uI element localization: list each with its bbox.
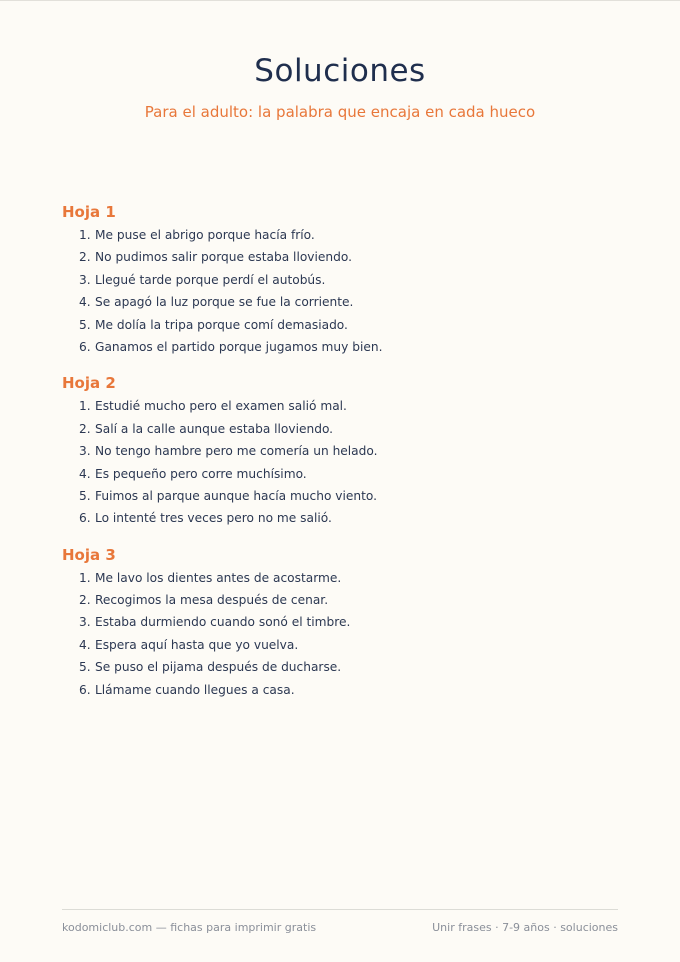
list-item <box>62 246 622 268</box>
section-hoja-2 <box>62 372 622 529</box>
list-item <box>62 336 622 358</box>
section-title: Hoja 2 <box>62 374 116 393</box>
section-hoja-1 <box>62 201 622 358</box>
list-item <box>62 418 622 440</box>
item-number: 5. <box>79 317 91 332</box>
item-text: Espera aquí hasta que yo vuelva. <box>95 637 299 652</box>
list-item <box>62 224 622 246</box>
list-item <box>62 395 622 417</box>
list-item <box>62 440 622 462</box>
item-text: Llegué tarde porque perdí el autobús. <box>95 272 326 287</box>
item-number: 2. <box>79 421 91 436</box>
item-text: Fuimos al parque aunque hacía mucho viento. <box>95 488 378 503</box>
page-title: Soluciones <box>254 53 426 89</box>
item-number: 3. <box>79 444 91 459</box>
item-text: Se apagó la luz porque se fue la corriente. <box>95 295 354 310</box>
list-item <box>62 463 622 485</box>
item-text: Me lavo los dientes antes de acostarme. <box>95 570 342 585</box>
list-item <box>62 291 622 313</box>
list-item <box>62 269 622 291</box>
item-number: 4. <box>79 295 91 310</box>
item-text: Estudié mucho pero el examen salió mal. <box>95 399 347 414</box>
list-item <box>62 611 622 633</box>
item-number: 2. <box>79 250 91 265</box>
item-text: Llámame cuando llegues a casa. <box>95 682 295 697</box>
solutions-content <box>62 201 622 715</box>
item-text: No tengo hambre pero me comería un helado. <box>95 444 378 459</box>
item-number: 2. <box>79 593 91 608</box>
item-number: 3. <box>79 272 91 287</box>
answer-list <box>62 224 622 358</box>
item-number: 6. <box>79 682 91 697</box>
section-title: Hoja 3 <box>62 545 116 564</box>
answer-list <box>62 395 622 529</box>
footer-site-text: kodomiclub.com — fichas para imprimir gratis <box>62 921 317 934</box>
list-item <box>62 656 622 678</box>
item-text: No pudimos salir porque estaba lloviendo. <box>95 250 352 265</box>
section-hoja-3 <box>62 544 622 701</box>
item-text: Ganamos el partido porque jugamos muy bien. <box>95 339 383 354</box>
list-item <box>62 589 622 611</box>
item-text: Se puso el pijama después de ducharse. <box>95 660 342 675</box>
list-item <box>62 314 622 336</box>
list-item <box>62 485 622 507</box>
item-number: 4. <box>79 466 91 481</box>
list-item <box>62 634 622 656</box>
item-text: Lo intenté tres veces pero no me salió. <box>95 511 332 526</box>
item-number: 3. <box>79 615 91 630</box>
answer-list <box>62 567 622 701</box>
item-number: 5. <box>79 660 91 675</box>
item-text: Me dolía la tripa porque comí demasiado. <box>95 317 348 332</box>
item-number: 1. <box>79 399 91 414</box>
item-number: 6. <box>79 511 91 526</box>
section-title: Hoja 1 <box>62 203 116 221</box>
item-text: Salí a la calle aunque estaba lloviendo. <box>95 421 334 436</box>
item-number: 4. <box>79 637 91 652</box>
item-text: Me puse el abrigo porque hacía frío. <box>95 228 315 242</box>
page-subtitle: Para el adulto: la palabra que encaja en cada hueco <box>144 103 536 121</box>
footer-info-text: Unir frases · 7-9 años · soluciones <box>432 921 618 934</box>
item-number: 5. <box>79 488 91 503</box>
item-text: Es pequeño pero corre muchísimo. <box>95 466 307 481</box>
item-text: Recogimos la mesa después de cenar. <box>95 593 329 608</box>
item-number: 1. <box>79 570 91 585</box>
list-item <box>62 507 622 529</box>
list-item <box>62 567 622 589</box>
list-item <box>62 679 622 701</box>
item-number: 6. <box>79 339 91 354</box>
item-number: 1. <box>79 228 91 242</box>
footer-divider <box>62 909 618 910</box>
item-text: Estaba durmiendo cuando sonó el timbre. <box>95 615 351 630</box>
